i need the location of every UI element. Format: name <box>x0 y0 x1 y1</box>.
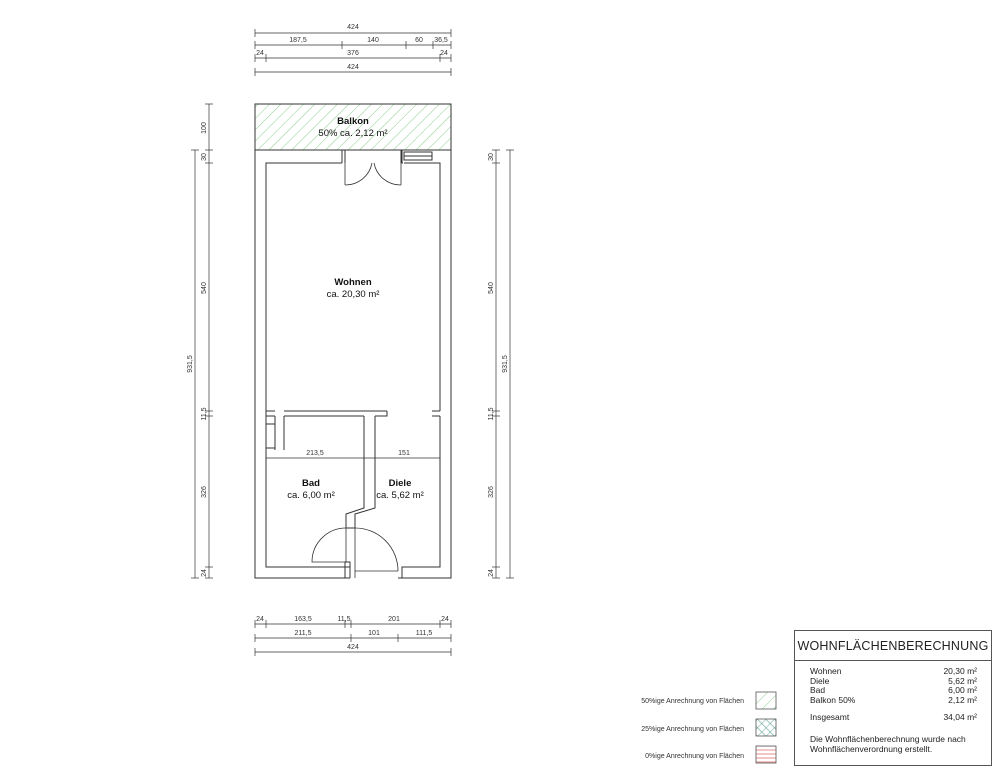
dim-left-total: 931,5 <box>187 355 194 373</box>
calc-row-value: 6,00 m² <box>948 685 977 695</box>
room-area-diele: ca. 5,62 m² <box>376 490 424 501</box>
dim-left-segment: 30 <box>201 153 208 161</box>
hatch-0-swatch <box>756 746 776 763</box>
dim-right-segment: 30 <box>488 153 495 161</box>
room-area-balkon: 50% ca. 2,12 m² <box>318 128 388 139</box>
area-calculation-rows <box>795 661 991 754</box>
calc-total-value: 34,04 m² <box>943 712 977 722</box>
dim-top-segment: 24 <box>440 50 448 57</box>
dim-right-segment: 24 <box>488 569 495 577</box>
dim-right-total: 931,5 <box>502 355 509 373</box>
dim-top-segment: 376 <box>347 50 359 57</box>
room-area-wohnen: ca. 20,30 m² <box>326 289 380 300</box>
dim-bottom-segment: 211,5 <box>294 630 312 637</box>
dim-bottom-segment: 101 <box>368 630 380 637</box>
walls <box>255 150 451 578</box>
calc-row-label: Diele <box>810 675 830 686</box>
dim-left-segment: 540 <box>201 282 208 294</box>
calc-row-label: Balkon 50% <box>810 694 856 705</box>
dim-inner-diele-width: 151 <box>398 450 410 457</box>
dim-bottom-segment: 111,5 <box>415 630 433 637</box>
top-dimension-labels <box>256 24 448 71</box>
dim-bottom-segment: 24 <box>441 616 449 623</box>
dim-bottom-segment: 24 <box>256 616 264 623</box>
dim-right-segment: 540 <box>488 282 495 294</box>
dim-bottom-segment: 201 <box>388 616 400 623</box>
calc-row-label: Bad <box>810 685 826 695</box>
calc-row-value: 5,62 m² <box>948 675 977 686</box>
balcony-area <box>255 104 451 150</box>
area-calculation-title: WOHNFLÄCHENBERECHNUNG <box>795 631 991 661</box>
calc-row-label: Wohnen <box>810 666 842 676</box>
doors <box>312 163 401 578</box>
calc-row <box>810 696 977 706</box>
dim-right-segment: 326 <box>488 486 495 498</box>
dim-bottom-segment: 163,5 <box>294 616 312 623</box>
dim-left-segment: 100 <box>201 122 208 134</box>
area-calculation-box <box>794 630 992 766</box>
dim-left-segment: 326 <box>201 486 208 498</box>
dim-top-total: 424 <box>347 64 359 71</box>
inner-dimensions <box>266 454 440 462</box>
dim-top-segment: 187,5 <box>289 37 307 44</box>
right-dimension-labels <box>488 153 509 577</box>
dim-bottom-total: 424 <box>347 644 359 651</box>
room-name-wohnen: Wohnen <box>334 277 372 288</box>
room-name-bad: Bad <box>302 478 320 489</box>
calc-row-value: 20,30 m² <box>943 666 977 676</box>
dim-top-segment: 60 <box>415 37 423 44</box>
hatch-50-swatch <box>756 692 776 709</box>
calc-total-label: Insgesamt <box>810 712 850 722</box>
calc-total-row <box>810 713 977 723</box>
left-dimensions <box>191 104 213 578</box>
dim-right-segment: 11,5 <box>488 407 495 421</box>
dim-left-segment: 24 <box>201 569 208 577</box>
calc-row-value: 2,12 m² <box>948 694 977 705</box>
dim-inner-bad-width: 213,5 <box>306 450 324 457</box>
hatch-25-swatch <box>756 719 776 736</box>
left-dimension-labels <box>187 122 208 577</box>
room-name-balkon: Balkon <box>337 116 369 127</box>
dim-top-total: 424 <box>347 24 359 31</box>
legend <box>641 692 776 763</box>
bottom-dimension-labels <box>256 616 449 651</box>
dim-bottom-segment: 11,5 <box>337 616 351 623</box>
room-name-diele: Diele <box>388 478 412 489</box>
legend-label-0: 0%ige Anrechnung von Flächen <box>645 753 744 760</box>
dim-left-segment: 11,5 <box>201 407 208 421</box>
calc-note: Die Wohnflächenberechnung wurde nach Wohnflächenverordnung erstellt. <box>810 733 966 754</box>
legend-label-50: 50%ige Anrechnung von Flächen <box>641 698 744 705</box>
legend-label-25: 25%ige Anrechnung von Flächen <box>641 726 744 733</box>
dim-top-segment: 36,5 <box>434 37 448 44</box>
dim-top-segment: 24 <box>256 50 264 57</box>
room-area-bad: ca. 6,00 m² <box>287 490 335 501</box>
dim-top-segment: 140 <box>367 37 379 44</box>
